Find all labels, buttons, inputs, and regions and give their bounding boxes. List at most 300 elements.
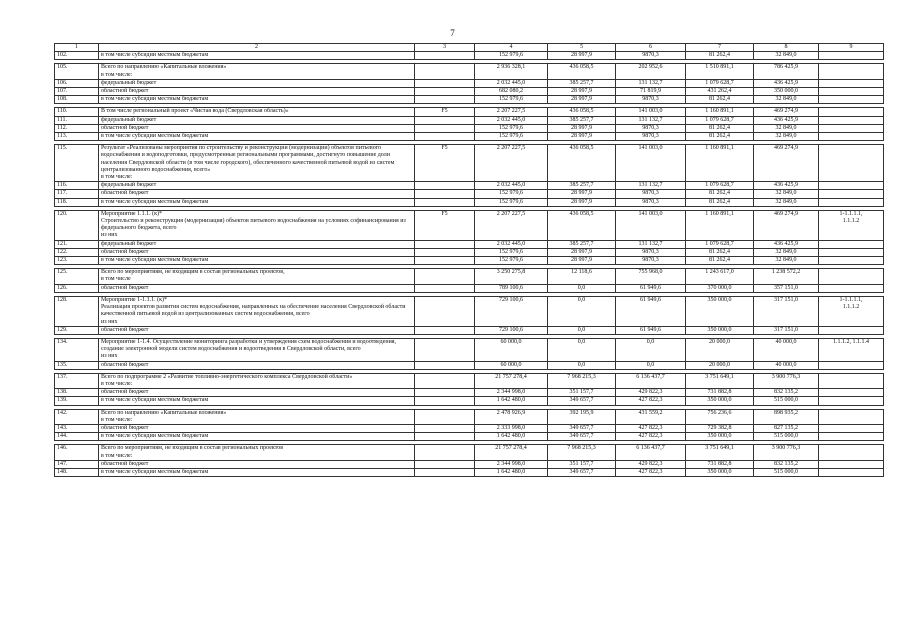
table-row <box>55 240 884 248</box>
row-description-cell: в том числе субсидии местным бюджетам <box>99 198 415 206</box>
amount-cell: 81 262,4 <box>686 248 754 256</box>
row-description-cell: областной бюджет <box>99 424 415 432</box>
amount-cell: 832 135,2 <box>754 389 819 397</box>
amount-cell: 32 849,0 <box>754 96 819 104</box>
table-row <box>55 338 884 361</box>
table-row <box>55 397 884 405</box>
row-description-cell: в том числе субсидии местным бюджетам <box>99 52 415 60</box>
amount-cell: 9870,3 <box>616 124 686 132</box>
project-code-cell <box>415 338 475 361</box>
amount-cell: 28 997,9 <box>548 198 616 206</box>
amount-cell: 832 135,2 <box>754 460 819 468</box>
row-description-cell: Всего по подпрограмме 2 «Развитие топливно-энергетического комплекса Свердловской области» в том числе: <box>99 373 415 388</box>
amount-cell: 131 132,7 <box>616 116 686 124</box>
row-number-cell: 116. <box>55 182 99 190</box>
amount-cell: 2 344 998,0 <box>475 460 548 468</box>
amount-cell: 350 000,0 <box>754 88 819 96</box>
table-row <box>55 133 884 141</box>
amount-cell: 1 079 628,7 <box>686 116 754 124</box>
goal-ref-cell <box>819 269 884 284</box>
table-row <box>55 96 884 104</box>
amount-cell: 81 262,4 <box>686 124 754 132</box>
table-row <box>55 182 884 190</box>
amount-cell: 350 000,0 <box>686 397 754 405</box>
amount-cell: 1 642 480,0 <box>475 433 548 441</box>
project-code-cell <box>415 284 475 292</box>
amount-cell: 731 882,8 <box>686 389 754 397</box>
goal-ref-cell <box>819 397 884 405</box>
amount-cell: 9870,3 <box>616 198 686 206</box>
row-description-cell: в том числе субсидии местным бюджетам <box>99 257 415 265</box>
row-number-cell: 146. <box>55 445 99 460</box>
budget-table <box>54 43 884 477</box>
project-code-cell <box>415 198 475 206</box>
amount-cell: 12 118,6 <box>548 269 616 284</box>
amount-cell: 1 243 617,0 <box>686 269 754 284</box>
amount-cell: 71 819,9 <box>616 88 686 96</box>
table-row <box>55 210 884 240</box>
amount-cell: 436 058,5 <box>548 145 616 182</box>
project-code-cell <box>415 257 475 265</box>
amount-cell: 1 510 891,1 <box>686 64 754 79</box>
amount-cell: 427 822,3 <box>616 424 686 432</box>
row-number-cell: 122. <box>55 248 99 256</box>
project-code-cell <box>415 389 475 397</box>
amount-cell: 427 822,3 <box>616 468 686 476</box>
amount-cell: 515 000,0 <box>754 433 819 441</box>
project-code-cell <box>415 424 475 432</box>
amount-cell: 729 100,6 <box>475 326 548 334</box>
row-number-cell: 144. <box>55 433 99 441</box>
row-description-cell: Всего по направлению «Капитальные вложения» в том числе: <box>99 64 415 79</box>
project-code-cell <box>415 52 475 60</box>
amount-cell: 141 003,0 <box>616 108 686 116</box>
amount-cell: 2 344 998,0 <box>475 389 548 397</box>
project-code-cell <box>415 445 475 460</box>
amount-cell: 9870,3 <box>616 257 686 265</box>
amount-cell: 436 058,5 <box>548 108 616 116</box>
amount-cell: 152 979,6 <box>475 124 548 132</box>
header-cell: 4 <box>475 44 548 52</box>
amount-cell: 385 257,7 <box>548 79 616 87</box>
project-code-cell <box>415 326 475 334</box>
amount-cell: 141 003,0 <box>616 210 686 240</box>
amount-cell: 351 157,7 <box>548 389 616 397</box>
project-code-cell <box>415 248 475 256</box>
header-cell: 3 <box>415 44 475 52</box>
project-code-cell <box>415 433 475 441</box>
project-code-cell <box>415 409 475 424</box>
row-description-cell: в том числе субсидии местным бюджетам <box>99 133 415 141</box>
goal-ref-cell <box>819 198 884 206</box>
row-description-cell: областной бюджет <box>99 460 415 468</box>
row-description-cell: областной бюджет <box>99 326 415 334</box>
amount-cell: 0,0 <box>616 361 686 369</box>
row-number-cell: 118. <box>55 198 99 206</box>
amount-cell: 392 195,9 <box>548 409 616 424</box>
goal-ref-cell <box>819 326 884 334</box>
table-row <box>55 373 884 388</box>
amount-cell: 81 262,4 <box>686 133 754 141</box>
goal-ref-cell: 1.1.1.2, 1.1.1.4 <box>819 338 884 361</box>
amount-cell: 32 849,0 <box>754 133 819 141</box>
header-cell: 2 <box>99 44 415 52</box>
table-row <box>55 64 884 79</box>
amount-cell: 3 900 776,3 <box>754 373 819 388</box>
table-row <box>55 361 884 369</box>
row-description-cell: федеральный бюджет <box>99 182 415 190</box>
amount-cell: 1 160 891,1 <box>686 108 754 116</box>
amount-cell: 427 822,3 <box>616 397 686 405</box>
amount-cell: 81 262,4 <box>686 257 754 265</box>
row-description-cell: в том числе субсидии местным бюджетам <box>99 397 415 405</box>
amount-cell: 349 657,7 <box>548 424 616 432</box>
goal-ref-cell <box>819 257 884 265</box>
table-row <box>55 284 884 292</box>
amount-cell: 141 003,0 <box>616 145 686 182</box>
goal-ref-cell <box>819 108 884 116</box>
amount-cell: 81 262,4 <box>686 198 754 206</box>
page-number: 7 <box>450 28 455 38</box>
amount-cell: 81 262,4 <box>686 52 754 60</box>
goal-ref-cell <box>819 468 884 476</box>
amount-cell: 21 757 278,4 <box>475 373 548 388</box>
row-description-cell: областной бюджет <box>99 190 415 198</box>
amount-cell: 152 979,6 <box>475 133 548 141</box>
project-code-cell <box>415 190 475 198</box>
goal-ref-cell <box>819 284 884 292</box>
amount-cell: 152 979,6 <box>475 190 548 198</box>
row-number-cell: 137. <box>55 373 99 388</box>
amount-cell: 28 997,9 <box>548 96 616 104</box>
amount-cell: 40 000,0 <box>754 361 819 369</box>
goal-ref-cell <box>819 190 884 198</box>
amount-cell: 1 160 891,1 <box>686 145 754 182</box>
project-code-cell <box>415 468 475 476</box>
amount-cell: 429 822,3 <box>616 389 686 397</box>
amount-cell: 515 000,0 <box>754 397 819 405</box>
amount-cell: 131 132,7 <box>616 240 686 248</box>
row-description-cell: федеральный бюджет <box>99 240 415 248</box>
amount-cell: 9870,3 <box>616 133 686 141</box>
amount-cell: 436 058,5 <box>548 210 616 240</box>
goal-ref-cell <box>819 145 884 182</box>
amount-cell: 789 100,6 <box>475 284 548 292</box>
amount-cell: 81 262,4 <box>686 96 754 104</box>
row-description-cell: федеральный бюджет <box>99 79 415 87</box>
table-row <box>55 88 884 96</box>
amount-cell: 350 000,0 <box>686 326 754 334</box>
row-description-cell: В том числе региональный проект «Чистая вода (Свердловская область)» <box>99 108 415 116</box>
amount-cell: 429 822,3 <box>616 460 686 468</box>
amount-cell: 131 132,7 <box>616 79 686 87</box>
amount-cell: 349 657,7 <box>548 468 616 476</box>
amount-cell: 0,0 <box>548 284 616 292</box>
amount-cell: 61 949,6 <box>616 284 686 292</box>
goal-ref-cell: 1-1.1.1.1, 1.1.1.2 <box>819 210 884 240</box>
amount-cell: 357 151,0 <box>754 284 819 292</box>
header-cell: 1 <box>55 44 99 52</box>
goal-ref-cell <box>819 248 884 256</box>
row-number-cell: 113. <box>55 133 99 141</box>
amount-cell: 32 849,0 <box>754 198 819 206</box>
amount-cell: 351 157,7 <box>548 460 616 468</box>
amount-cell: 9870,3 <box>616 52 686 60</box>
project-code-cell: F5 <box>415 210 475 240</box>
row-number-cell: 121. <box>55 240 99 248</box>
row-number-cell: 135. <box>55 361 99 369</box>
goal-ref-cell <box>819 64 884 79</box>
amount-cell: 1 160 891,1 <box>686 210 754 240</box>
amount-cell: 2 207 227,5 <box>475 108 548 116</box>
row-description-cell: в том числе субсидии местным бюджетам <box>99 468 415 476</box>
amount-cell: 827 135,2 <box>754 424 819 432</box>
row-number-cell: 139. <box>55 397 99 405</box>
amount-cell: 9870,3 <box>616 190 686 198</box>
amount-cell: 350 000,0 <box>686 468 754 476</box>
amount-cell: 2 207 227,5 <box>475 210 548 240</box>
row-description-cell: областной бюджет <box>99 389 415 397</box>
row-number-cell: 147. <box>55 460 99 468</box>
table-row <box>55 79 884 87</box>
project-code-cell <box>415 397 475 405</box>
amount-cell: 0,0 <box>548 338 616 361</box>
row-description-cell: Всего по направлению «Капитальные вложения» в том числе: <box>99 409 415 424</box>
amount-cell: 469 274,9 <box>754 145 819 182</box>
row-description-cell: областной бюджет <box>99 284 415 292</box>
amount-cell: 1 079 628,7 <box>686 79 754 87</box>
amount-cell: 350 000,0 <box>686 296 754 326</box>
table-row <box>55 468 884 476</box>
header-cell: 6 <box>616 44 686 52</box>
amount-cell: 60 000,0 <box>475 338 548 361</box>
amount-cell: 9870,3 <box>616 96 686 104</box>
row-description-cell: Мероприятие 1-1.1.1. (к)* Реализация проектов развития систем водоснабжения, направленных на обеспечение населения Свердловской области качественной питьевой водой из централизованных систем водоснабжения, всего из них <box>99 296 415 326</box>
amount-cell: 32 849,0 <box>754 52 819 60</box>
row-description-cell: федеральный бюджет <box>99 116 415 124</box>
table-row <box>55 445 884 460</box>
amount-cell: 28 997,9 <box>548 248 616 256</box>
header-cell: 7 <box>686 44 754 52</box>
goal-ref-cell <box>819 52 884 60</box>
amount-cell: 436 425,9 <box>754 240 819 248</box>
goal-ref-cell <box>819 433 884 441</box>
row-number-cell: 134. <box>55 338 99 361</box>
row-number-cell: 115. <box>55 145 99 182</box>
row-number-cell: 128. <box>55 296 99 326</box>
amount-cell: 469 274,9 <box>754 108 819 116</box>
goal-ref-cell <box>819 361 884 369</box>
amount-cell: 21 757 278,4 <box>475 445 548 460</box>
goal-ref-cell <box>819 79 884 87</box>
project-code-cell <box>415 79 475 87</box>
row-number-cell: 117. <box>55 190 99 198</box>
row-description-cell: Результат «Реализованы мероприятия по строительству и реконструкции (модернизации) объектов питьевого водоснабжения и водоподготовки, предусмотренные региональными программами, достигнуто повышение доли населения Свердловской области (в том числе городского), обеспеченного качественной питьевой водой из систем централизованного водоснабжения, всего» в том числе: <box>99 145 415 182</box>
amount-cell: 756 236,6 <box>686 409 754 424</box>
amount-cell: 7 968 215,3 <box>548 445 616 460</box>
amount-cell: 202 952,6 <box>616 64 686 79</box>
table-row <box>55 269 884 284</box>
amount-cell: 152 979,6 <box>475 198 548 206</box>
project-code-cell <box>415 64 475 79</box>
header-cell: 8 <box>754 44 819 52</box>
amount-cell: 1 079 628,7 <box>686 182 754 190</box>
row-number-cell: 129. <box>55 326 99 334</box>
table-row <box>55 190 884 198</box>
row-number-cell: 108. <box>55 96 99 104</box>
row-number-cell: 143. <box>55 424 99 432</box>
amount-cell: 2 032 445,0 <box>475 240 548 248</box>
amount-cell: 3 900 776,3 <box>754 445 819 460</box>
amount-cell: 61 949,6 <box>616 296 686 326</box>
amount-cell: 729 382,8 <box>686 424 754 432</box>
amount-cell: 755 968,0 <box>616 269 686 284</box>
table-row <box>55 257 884 265</box>
goal-ref-cell <box>819 373 884 388</box>
project-code-cell <box>415 124 475 132</box>
project-code-cell <box>415 373 475 388</box>
goal-ref-cell <box>819 445 884 460</box>
amount-cell: 28 997,9 <box>548 88 616 96</box>
amount-cell: 20 000,0 <box>686 338 754 361</box>
goal-ref-cell <box>819 182 884 190</box>
amount-cell: 515 000,0 <box>754 468 819 476</box>
amount-cell: 20 000,0 <box>686 361 754 369</box>
table-row <box>55 145 884 182</box>
table-row <box>55 248 884 256</box>
amount-cell: 349 657,7 <box>548 433 616 441</box>
amount-cell: 385 257,7 <box>548 240 616 248</box>
goal-ref-cell <box>819 460 884 468</box>
project-code-cell <box>415 88 475 96</box>
amount-cell: 2 032 445,0 <box>475 79 548 87</box>
row-number-cell: 112. <box>55 124 99 132</box>
amount-cell: 0,0 <box>548 326 616 334</box>
header-cell: 9 <box>819 44 884 52</box>
project-code-cell <box>415 133 475 141</box>
amount-cell: 28 997,9 <box>548 52 616 60</box>
goal-ref-cell: 1-1.1.1.1, 1.1.1.2 <box>819 296 884 326</box>
amount-cell: 152 979,6 <box>475 248 548 256</box>
row-description-cell: Всего по мероприятиям, не входящим в состав региональных проектов, в том числе <box>99 269 415 284</box>
amount-cell: 0,0 <box>548 296 616 326</box>
amount-cell: 32 849,0 <box>754 257 819 265</box>
project-code-cell <box>415 460 475 468</box>
amount-cell: 469 274,9 <box>754 210 819 240</box>
amount-cell: 3 250 275,8 <box>475 269 548 284</box>
amount-cell: 786 425,9 <box>754 64 819 79</box>
table-row <box>55 116 884 124</box>
amount-cell: 60 000,0 <box>475 361 548 369</box>
row-description-cell: Мероприятие 1.1.1. (к)* Строительство и реконструкция (модернизация) объектов питьевого водоснабжения на условиях софинансирования из федерального бюджета, всего из них <box>99 210 415 240</box>
row-description-cell: Мероприятие 1-1.4. Осуществление мониторинга разработки и утверждения схем водоснабжения и водоотведения, создание электронной модели систем водоснабжения и водоотведения в Свердловской области, всего из них <box>99 338 415 361</box>
goal-ref-cell <box>819 424 884 432</box>
table-row <box>55 409 884 424</box>
goal-ref-cell <box>819 409 884 424</box>
table-row <box>55 52 884 60</box>
amount-cell: 431 262,4 <box>686 88 754 96</box>
amount-cell: 385 257,7 <box>548 182 616 190</box>
amount-cell: 431 559,2 <box>616 409 686 424</box>
goal-ref-cell <box>819 88 884 96</box>
amount-cell: 317 151,0 <box>754 296 819 326</box>
project-code-cell <box>415 116 475 124</box>
amount-cell: 7 968 215,3 <box>548 373 616 388</box>
row-number-cell: 107. <box>55 88 99 96</box>
amount-cell: 3 751 649,1 <box>686 445 754 460</box>
amount-cell: 2 333 998,0 <box>475 424 548 432</box>
row-number-cell: 138. <box>55 389 99 397</box>
row-description-cell: областной бюджет <box>99 124 415 132</box>
row-number-cell: 106. <box>55 79 99 87</box>
goal-ref-cell <box>819 240 884 248</box>
amount-cell: 32 849,0 <box>754 190 819 198</box>
amount-cell: 81 262,4 <box>686 190 754 198</box>
amount-cell: 0,0 <box>548 361 616 369</box>
amount-cell: 436 425,9 <box>754 79 819 87</box>
amount-cell: 2 936 328,1 <box>475 64 548 79</box>
amount-cell: 32 849,0 <box>754 248 819 256</box>
amount-cell: 385 257,7 <box>548 116 616 124</box>
amount-cell: 6 136 437,7 <box>616 445 686 460</box>
header-row <box>55 44 884 52</box>
amount-cell: 152 979,6 <box>475 52 548 60</box>
amount-cell: 1 238 572,2 <box>754 269 819 284</box>
header-cell: 5 <box>548 44 616 52</box>
row-number-cell: 125. <box>55 269 99 284</box>
amount-cell: 40 000,0 <box>754 338 819 361</box>
amount-cell: 1 079 628,7 <box>686 240 754 248</box>
row-number-cell: 148. <box>55 468 99 476</box>
table-row <box>55 296 884 326</box>
project-code-cell: F5 <box>415 145 475 182</box>
project-code-cell <box>415 361 475 369</box>
project-code-cell <box>415 182 475 190</box>
amount-cell: 0,0 <box>616 338 686 361</box>
amount-cell: 370 000,0 <box>686 284 754 292</box>
table-row <box>55 424 884 432</box>
table-row <box>55 124 884 132</box>
goal-ref-cell <box>819 389 884 397</box>
table-row <box>55 326 884 334</box>
amount-cell: 28 997,9 <box>548 124 616 132</box>
row-description-cell: в том числе субсидии местным бюджетам <box>99 433 415 441</box>
table-body <box>55 44 884 477</box>
amount-cell: 3 751 649,1 <box>686 373 754 388</box>
amount-cell: 317 151,0 <box>754 326 819 334</box>
amount-cell: 898 935,2 <box>754 409 819 424</box>
amount-cell: 427 822,3 <box>616 433 686 441</box>
amount-cell: 152 979,6 <box>475 96 548 104</box>
goal-ref-cell <box>819 116 884 124</box>
amount-cell: 6 136 437,7 <box>616 373 686 388</box>
goal-ref-cell <box>819 96 884 104</box>
project-code-cell <box>415 296 475 326</box>
amount-cell: 32 849,0 <box>754 124 819 132</box>
row-description-cell: областной бюджет <box>99 88 415 96</box>
amount-cell: 28 997,9 <box>548 190 616 198</box>
row-description-cell: областной бюджет <box>99 361 415 369</box>
table-row <box>55 198 884 206</box>
row-number-cell: 123. <box>55 257 99 265</box>
project-code-cell <box>415 240 475 248</box>
amount-cell: 436 425,9 <box>754 182 819 190</box>
amount-cell: 2 032 445,0 <box>475 182 548 190</box>
row-number-cell: 102. <box>55 52 99 60</box>
amount-cell: 350 000,0 <box>686 433 754 441</box>
amount-cell: 1 642 480,0 <box>475 468 548 476</box>
amount-cell: 2 207 227,5 <box>475 145 548 182</box>
